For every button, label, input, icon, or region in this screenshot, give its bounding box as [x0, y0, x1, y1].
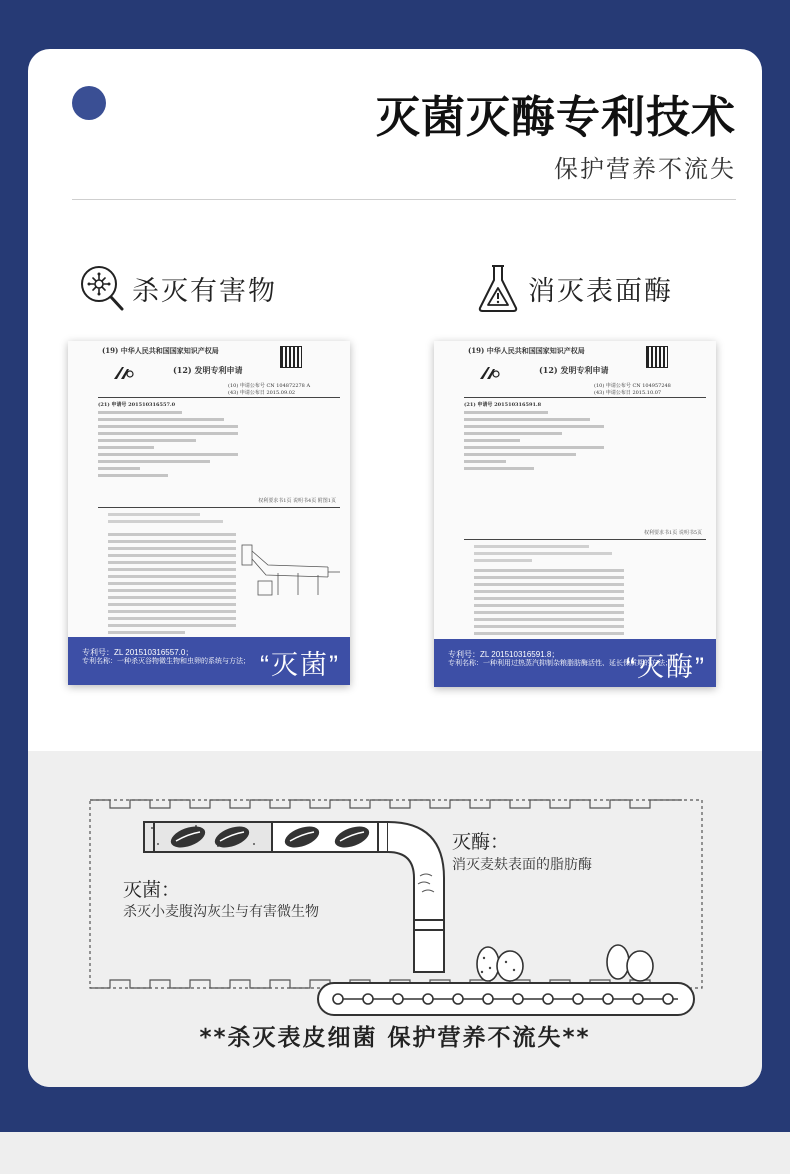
feature-kill-harmful — [78, 262, 277, 314]
patent-tag: “灭菌” — [260, 650, 340, 680]
doc-text-block — [98, 411, 238, 481]
enzyme-desc: 消灭麦麸表面的脂肪酶 — [452, 857, 592, 873]
patent-name: 专利名称：一种利用过热蒸汽抑制杂粮脂肪酶活性、延长保质期的方法； — [448, 660, 672, 667]
patent-document-sterilize — [68, 341, 350, 685]
machine-diagram — [238, 537, 342, 607]
tagline: **杀灭表皮细菌 保护营养不流失** — [199, 1025, 591, 1051]
patent-office-logo — [478, 365, 500, 381]
doc-rule — [98, 397, 340, 398]
feature-remove-enzyme — [474, 262, 673, 314]
doc-type: (12) 发明专利申请 — [173, 365, 243, 375]
patent-banner — [68, 637, 350, 685]
enzyme-title: 灭酶： — [452, 831, 510, 853]
doc-pub-date: (43) 申请公布日 2015.09.02 — [228, 390, 296, 396]
doc-title-block — [108, 513, 338, 527]
feature-label: 消灭表面酶 — [528, 275, 673, 307]
doc-apply-number: (21) 申请号 201510316557.0 — [98, 402, 176, 408]
sterilize-title: 灭菌： — [123, 879, 181, 901]
doc-text-block — [464, 411, 604, 474]
doc-pub-number: (10) 申请公布号 CN 104957248 — [594, 383, 671, 389]
doc-title-block — [474, 545, 704, 566]
doc-abstract — [108, 533, 236, 638]
doc-page-note: 权利要求书1页 说明书4页 附图1页 — [258, 498, 336, 504]
patent-name: 专利名称：一种杀灭谷物微生物和虫卵的系统与方法； — [82, 658, 250, 665]
patent-number: 专利号：ZL 201510316557.0； — [82, 648, 194, 657]
doc-rule — [464, 539, 706, 540]
microbe-magnifier-icon — [78, 262, 126, 314]
patent-tag: “灭酶” — [626, 652, 706, 682]
doc-rule — [464, 397, 706, 398]
doc-page-note: 权利要求书1页 说明书5页 — [644, 530, 702, 536]
qr-code-icon — [646, 346, 668, 368]
feature-label: 杀灭有害物 — [132, 275, 277, 307]
conveyor-belt — [316, 979, 696, 1019]
page-title: 灭菌灭酶专利技术 — [376, 92, 736, 143]
sterilize-desc: 杀灭小麦腹沟灰尘与有害微生物 — [123, 904, 319, 920]
doc-pub-date: (43) 申请公布日 2015.10.07 — [594, 390, 662, 396]
flask-warning-icon — [474, 262, 522, 314]
doc-abstract — [474, 569, 624, 646]
doc-authority: (19) 中华人民共和国国家知识产权局 — [102, 346, 219, 355]
patent-document-enzyme — [434, 341, 716, 687]
content-card — [28, 49, 762, 1087]
bottom-band — [0, 1132, 790, 1174]
accent-dot — [72, 86, 106, 120]
page-subtitle: 保护营养不流失 — [554, 155, 736, 183]
patent-banner — [434, 639, 716, 687]
patent-number: 专利号：ZL 201510316591.8； — [448, 650, 560, 659]
doc-authority: (19) 中华人民共和国国家知识产权局 — [468, 346, 585, 355]
header-divider — [72, 199, 736, 200]
qr-code-icon — [280, 346, 302, 368]
doc-pub-number: (10) 申请公布号 CN 104872278 A — [228, 383, 311, 389]
doc-apply-number: (21) 申请号 201510316591.8 — [464, 402, 542, 408]
doc-type: (12) 发明专利申请 — [539, 365, 609, 375]
doc-rule — [98, 507, 340, 508]
patent-office-logo — [112, 365, 134, 381]
